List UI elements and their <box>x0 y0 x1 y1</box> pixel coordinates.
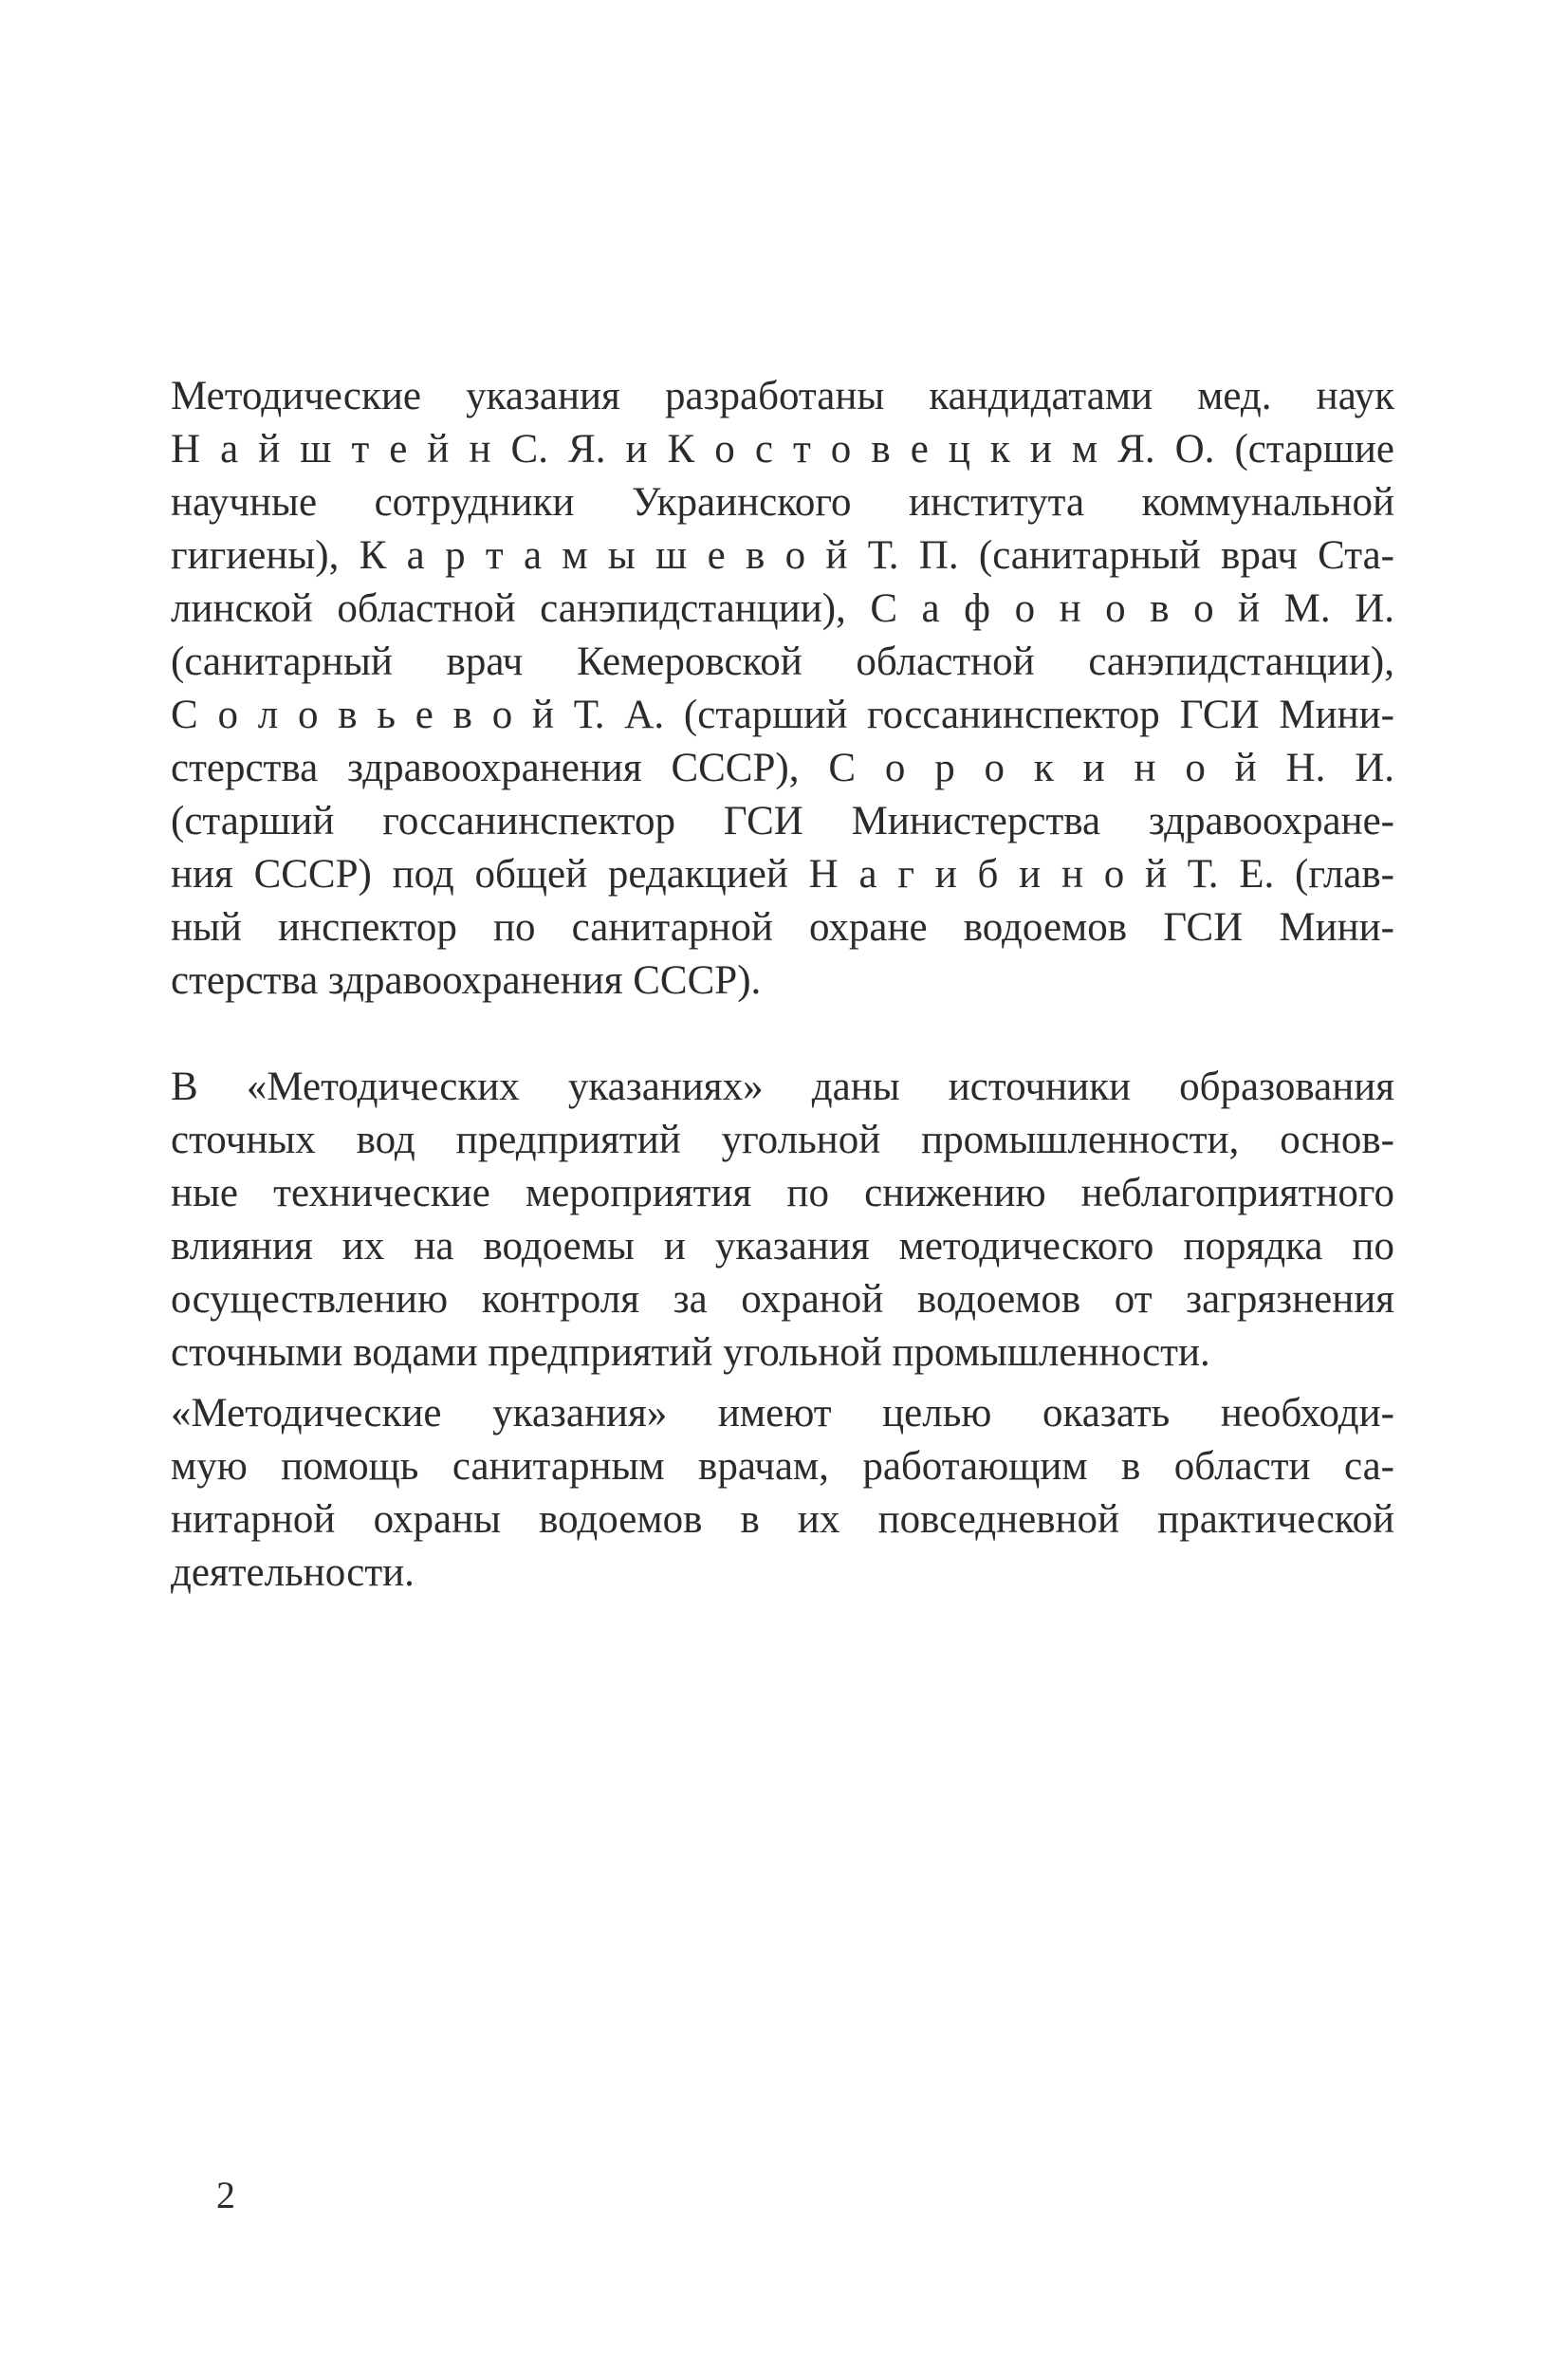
authors-line: ния СССР) под общей редакцией Н а г и б и н о й Т. Е. (глав- <box>171 852 1394 897</box>
summary-line: сточными водами предприятий угольной промышленности. <box>171 1330 1210 1375</box>
purpose-paragraph <box>171 1387 1394 1600</box>
page-number: 2 <box>216 2174 235 2216</box>
authors-line: (санитарный врач Кемеровской областной санэпидстанции), <box>171 639 1394 684</box>
summary-paragraph <box>171 1061 1394 1380</box>
purpose-line: «Методические указания» имеют целью оказать необходи- <box>171 1391 1394 1436</box>
purpose-line: деятельности. <box>171 1550 415 1595</box>
authors-line: линской областной санэпидстанции), С а ф о н о в о й М. И. <box>171 586 1394 631</box>
summary-line: сточных вод предприятий угольной промышленности, основ- <box>171 1118 1394 1162</box>
authors-line: научные сотрудники Украинского института коммунальной <box>171 480 1394 525</box>
purpose-line: мую помощь санитарным врачам, работающим в области са- <box>171 1444 1394 1489</box>
summary-line: В «Методических указаниях» даны источники образования <box>171 1065 1394 1109</box>
summary-line: осуществлению контроля за охраной водоемов от загрязнения <box>171 1277 1394 1322</box>
authors-line: гигиены), К а р т а м ы ш е в о й Т. П. (санитарный врач Ста- <box>171 533 1394 578</box>
authors-line: стерства здравоохранения СССР). <box>171 958 762 1003</box>
purpose-line: нитарной охраны водоемов в их повседневной практической <box>171 1497 1394 1542</box>
authors-line: (старший госсанинспектор ГСИ Министерства здравоохране- <box>171 799 1394 843</box>
authors-line: Методические указания разработаны кандидатами мед. наук <box>171 374 1394 418</box>
authors-line: С о л о в ь е в о й Т. А. (старший госсанинспектор ГСИ Мини- <box>171 693 1394 737</box>
summary-line: влияния их на водоемы и указания методического порядка по <box>171 1224 1394 1269</box>
authors-line: ный инспектор по санитарной охране водоемов ГСИ Мини- <box>171 905 1394 950</box>
authors-line: стерства здравоохранения СССР), С о р о к и н о й Н. И. <box>171 746 1394 790</box>
authors-paragraph <box>171 370 1394 1008</box>
summary-line: ные технические мероприятия по снижению неблагоприятного <box>171 1171 1394 1215</box>
authors-line: Н а й ш т е й н С. Я. и К о с т о в е ц к и м Я. О. (старшие <box>171 427 1394 472</box>
